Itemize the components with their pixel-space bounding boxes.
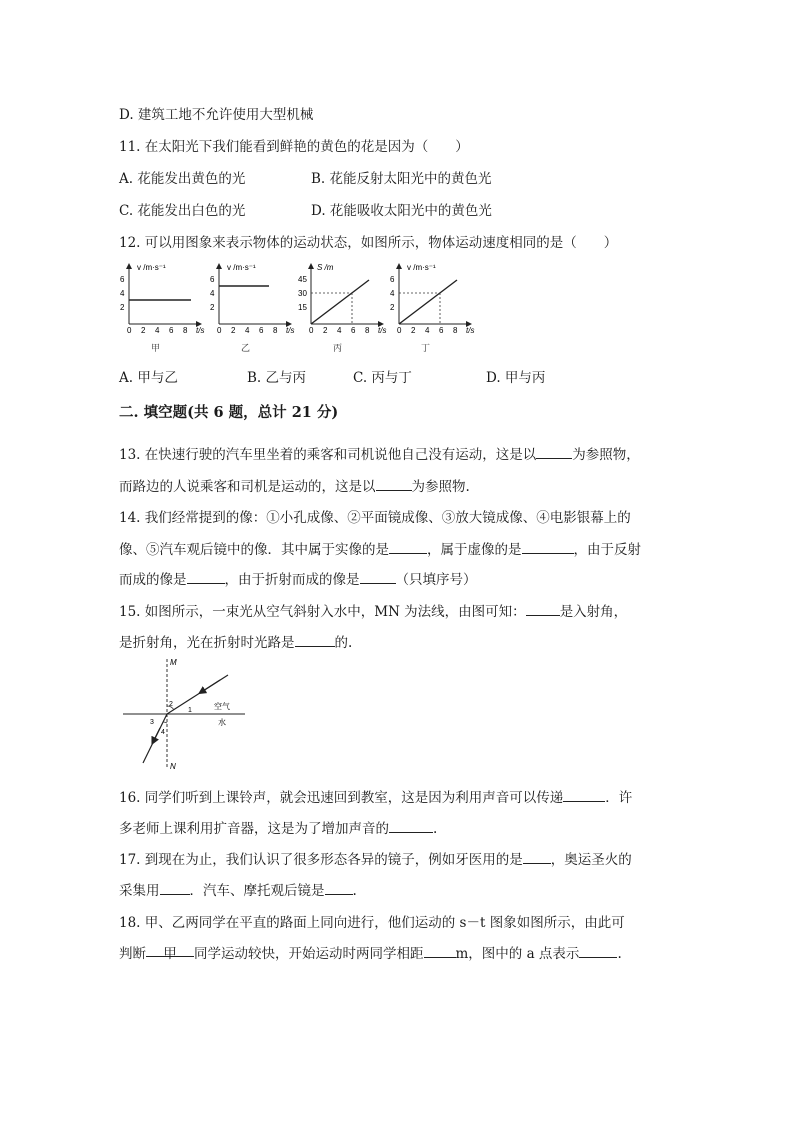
graph-jia-ytick-6: 6 [120,275,125,284]
q11-option-a: A. 花能发出黄色的光 [119,171,246,187]
q13-blank-2[interactable] [376,477,412,492]
graph-bing-xtick-8: 8 [365,326,370,335]
graph-ding-xtick-4: 4 [425,326,430,335]
graph-bing-ytick-45: 45 [298,275,307,284]
q15-text-a: 15. 如图所示，一束光从空气斜射入水中，MN 为法线，由图可知： [119,604,526,620]
q15-line-1 [119,600,627,620]
q16-text-b: ．许 [605,790,633,806]
q11-option-d: D. 花能吸收太阳光中的黄色光 [311,203,492,219]
q13-line-2 [119,475,470,495]
label-m: M [170,658,177,667]
q18-filled-blank[interactable] [146,942,194,962]
q10-option-d: D. 建筑工地不允许使用大型机械 [119,107,314,123]
q17-blank-3[interactable] [325,881,353,896]
label-angle-1: 1 [188,707,192,714]
graph-yi-xtick-0: 0 [217,326,222,335]
graph-jia-xtick-6: 6 [169,326,174,335]
q15-text-d: 的. [334,635,353,651]
q13-text-c: 而路边的人说乘客和司机是运动的，这是以 [119,479,376,495]
graph-bing-caption: 丙 [333,344,343,354]
q17-text-a: 17. 到现在为止，我们认识了很多形态各异的镜子，例如牙医用的是 [119,852,523,868]
q16-text-a: 16. 同学们听到上课铃声，就会迅速回到教室，这是因为利用声音可以传递 [119,790,564,806]
q17-blank-2[interactable] [160,881,190,896]
q15-line-2 [119,631,352,651]
q14-text-b: ，属于虚像的是 [427,542,522,558]
graph-jia-ytick-4: 4 [120,289,125,298]
q13-text-d: 为参照物. [411,479,470,495]
q18-text-d: . [617,946,622,962]
graph-jia-ylabel: v /m·s⁻¹ [137,263,166,272]
graph-bing-line [311,280,369,324]
q12-option-d: D. 甲与丙 [486,370,546,386]
graph-yi-xtick-4: 4 [245,326,250,335]
q14-text-e: ，由于折射而成的像是 [224,572,360,588]
label-angle-2: 2 [169,701,173,708]
q14-line-2 [119,538,641,558]
graph-jia-xtick-2: 2 [141,326,146,335]
graph-ding-ytick-2: 2 [390,303,395,312]
q15-blank-2[interactable] [295,633,335,648]
label-n: N [170,762,176,771]
q16-blank-1[interactable] [563,788,605,803]
q15-refraction-figure [120,655,250,773]
q14-text-d: 而成的像是 [119,572,187,588]
q14-line-3 [119,568,477,588]
label-angle-3: 3 [150,719,154,726]
q17-text-c: 采集用 [119,883,160,899]
q18-text-a: 判断 [119,946,146,962]
graph-jia [120,263,204,354]
graph-ding-xlabel: t/s [466,326,475,335]
graph-ding-caption: 丁 [421,344,431,354]
q18-blank-3[interactable] [579,944,617,959]
q12-option-b: B. 乙与丙 [247,370,307,386]
graph-ding-ylabel: v /m·s⁻¹ [407,263,436,272]
q12-option-a: A. 甲与乙 [119,370,178,386]
graph-jia-xtick-4: 4 [155,326,160,335]
graph-ding-line [399,280,457,324]
graph-jia-xtick-0: 0 [127,326,132,335]
label-angle-4: 4 [161,729,165,736]
graph-jia-xlabel: t/s [196,326,205,335]
graph-bing-ylabel: S /m [317,263,334,272]
q14-text-c: ，由于反射 [573,542,641,558]
graph-yi-caption: 乙 [241,344,251,354]
q12-option-c: C. 丙与丁 [353,370,412,386]
q15-blank-1[interactable] [526,602,560,617]
graph-jia-caption: 甲 [151,344,161,354]
q18-text-b: 同学运动较快，开始运动时两同学相距 [194,946,424,962]
graph-bing [298,263,386,354]
q18-blank-2[interactable] [424,944,456,959]
q11-stem: 11. 在太阳光下我们能看到鲜艳的黄色的花是因为（ ） [119,139,469,155]
graph-ding-xtick-0: 0 [397,326,402,335]
label-water: 水 [218,718,226,727]
graph-yi-xtick-6: 6 [259,326,264,335]
q14-text-a: 像、⑤汽车观后镜中的像．其中属于实像的是 [119,542,389,558]
q13-line-1 [119,443,640,463]
graph-ding-ytick-6: 6 [390,275,395,284]
q17-line-2 [119,879,357,899]
graph-yi-xlabel: t/s [286,326,295,335]
q16-text-d: . [433,821,438,837]
q12-graphs-figure [115,258,485,358]
q16-blank-2[interactable] [389,819,433,834]
graph-yi-xtick-2: 2 [231,326,236,335]
angle-4-arc [163,722,167,723]
q18-filled-answer: 甲 [163,946,177,962]
q11-option-b: B. 花能反射太阳光中的黄色光 [311,171,492,187]
graph-ding-ytick-4: 4 [390,289,395,298]
q18-text-c: m，图中的 a 点表示 [455,946,580,962]
graph-bing-xtick-0: 0 [309,326,314,335]
graph-bing-ytick-30: 30 [298,289,307,298]
graph-bing-xtick-6: 6 [351,326,356,335]
q13-text-b: 为参照物， [572,447,640,463]
graph-ding-xtick-2: 2 [411,326,416,335]
q13-blank-1[interactable] [536,445,572,460]
q14-blank-3[interactable] [187,570,225,585]
q16-line-1 [119,786,632,806]
graph-yi-ylabel: v /m·s⁻¹ [227,263,256,272]
graph-bing-xtick-4: 4 [337,326,342,335]
q14-text-f: （只填序号） [395,572,477,588]
incident-arrow [199,680,220,694]
graph-yi-ytick-4: 4 [210,289,215,298]
graph-ding-xtick-6: 6 [439,326,444,335]
q16-text-c: 多老师上课利用扩音器，这是为了增加声音的 [119,821,389,837]
q13-text-a: 13. 在快速行驶的汽车里坐着的乘客和司机说他自己没有运动，这是以 [119,447,537,463]
q15-text-b: 是入射角， [559,604,628,620]
graph-jia-ytick-2: 2 [120,303,125,312]
q15-text-c: 是折射角，光在折射时光路是 [119,635,295,651]
q14-line-1: 14. 我们经常提到的像：①小孔成像、②平面镜成像、③放大镜成像、④电影银幕上的 [119,510,631,526]
label-air: 空气 [214,702,230,711]
refracted-arrow [152,728,160,744]
graph-yi-ytick-2: 2 [210,303,215,312]
q17-line-1 [119,848,632,868]
q14-blank-4[interactable] [360,570,396,585]
q17-text-e: . [352,883,357,899]
section-fill-in-title: 二. 填空题(共 6 题，总计 21 分) [119,404,339,421]
graph-yi-xtick-8: 8 [273,326,278,335]
graph-bing-ytick-15: 15 [298,303,307,312]
graph-yi-ytick-6: 6 [210,275,215,284]
q12-stem: 12. 可以用图象来表示物体的运动状态，如图所示，物体运动速度相同的是（ ） [119,235,618,251]
q18-line-2 [119,942,622,962]
q14-blank-1[interactable] [389,540,427,555]
graph-bing-xtick-2: 2 [323,326,328,335]
q16-line-2 [119,817,437,837]
graph-bing-xlabel: t/s [378,326,387,335]
q17-text-d: ．汽车、摩托观后镜是 [189,883,325,899]
q14-blank-2[interactable] [522,540,574,555]
graph-ding [390,263,474,354]
graph-ding-xtick-8: 8 [453,326,458,335]
q11-option-c: C. 花能发出白色的光 [119,203,246,219]
q18-line-1: 18. 甲、乙两同学在平直的路面上同向进行，他们运动的 s－t 图象如图所示，由此可 [119,915,625,931]
graph-yi [210,263,294,354]
q17-text-b: ，奥运圣火的 [550,852,632,868]
q17-blank-1[interactable] [523,850,551,865]
graph-jia-xtick-8: 8 [183,326,188,335]
